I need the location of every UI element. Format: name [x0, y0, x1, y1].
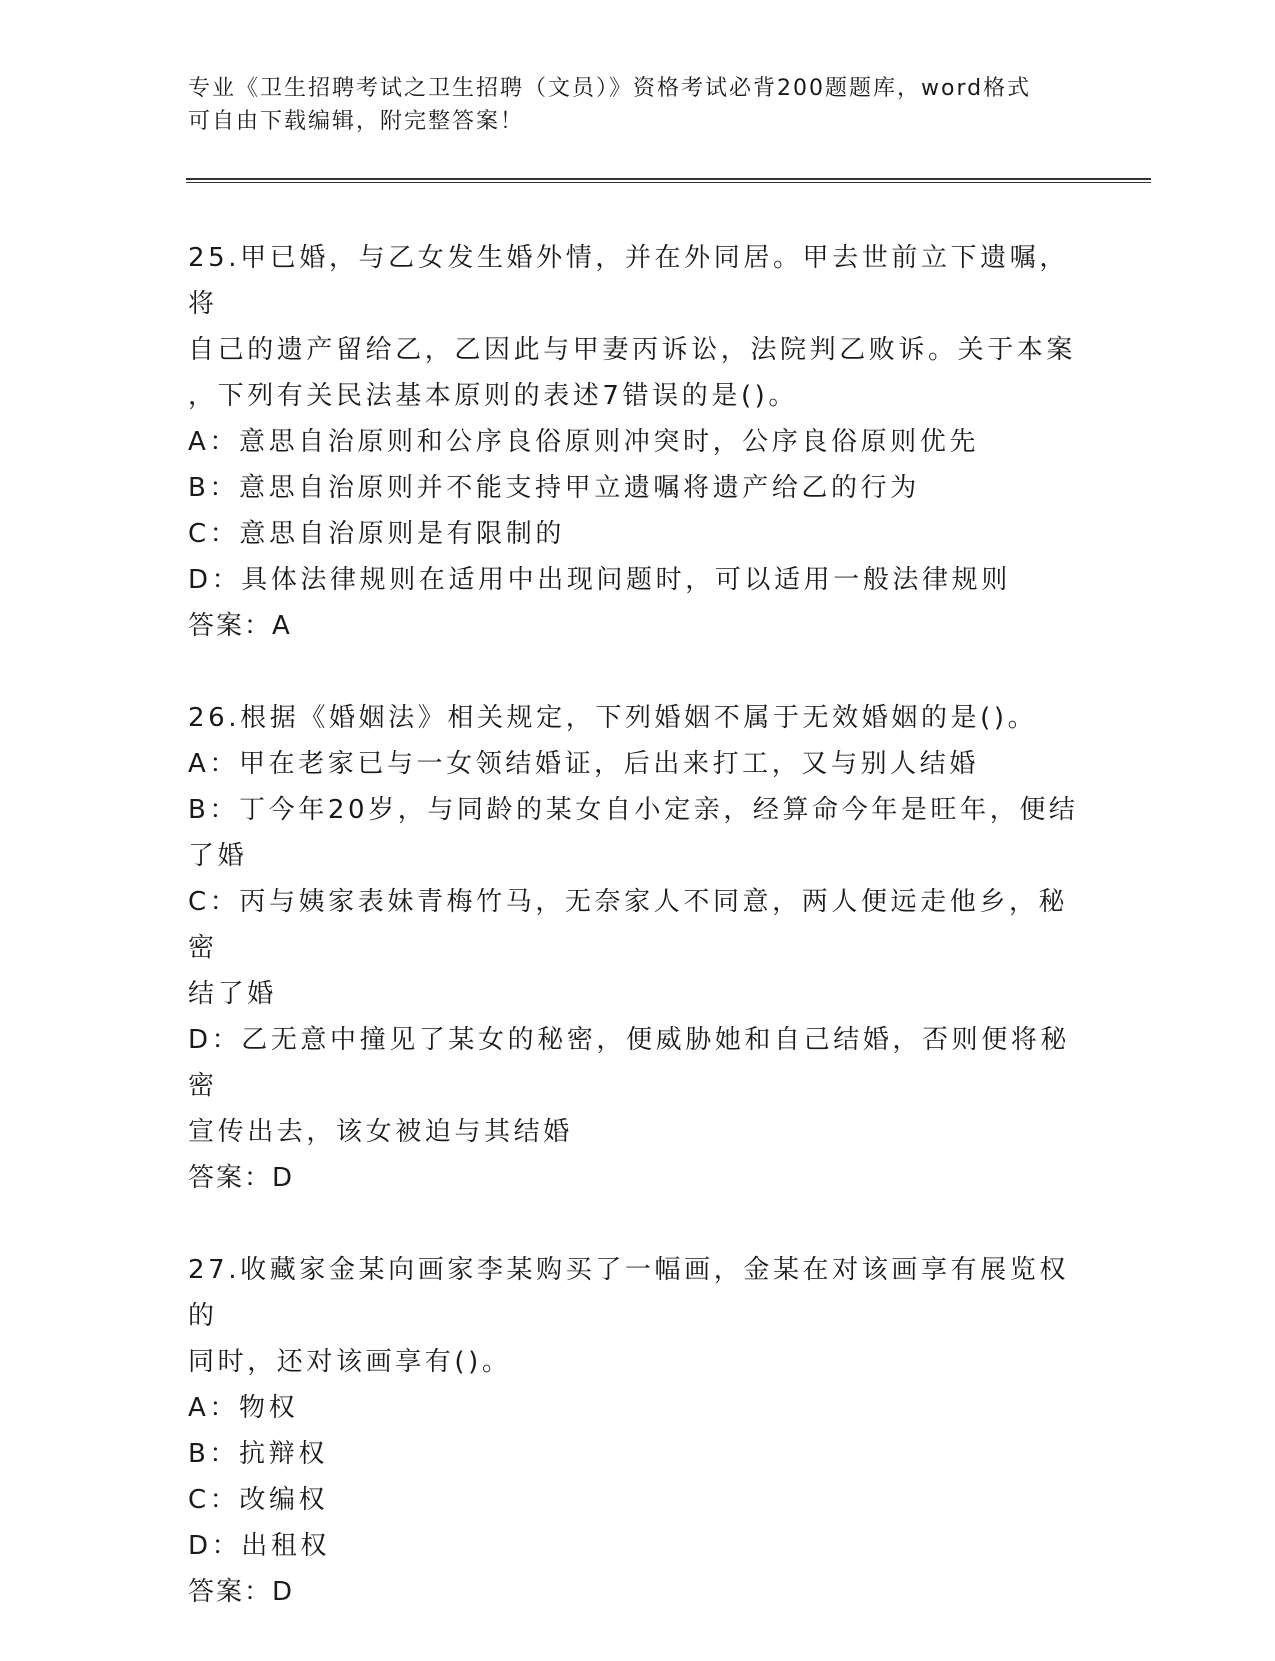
option-d: D：乙无意中撞见了某女的秘密，便威胁她和自己结婚，否则便将秘密 — [188, 1025, 1071, 1101]
answer-line: 答案：D — [188, 1577, 295, 1607]
question-stem-line: 同时，还对该画享有()。 — [188, 1347, 512, 1377]
question-25 — [188, 235, 1088, 649]
question-stem-line: ，下列有关民法基本原则的表述7错误的是()。 — [188, 381, 799, 411]
option-d-continued: 宣传出去，该女被迫与其结婚 — [188, 1117, 573, 1147]
answer-line: 答案：A — [188, 611, 292, 641]
question-stem-line: 27.收藏家金某向画家李某购买了一幅画，金某在对该画享有展览权的 — [188, 1255, 1069, 1331]
option-c: C：丙与姨家表妹青梅竹马，无奈家人不同意，两人便远走他乡，秘密 — [188, 887, 1069, 963]
question-stem-line: 自己的遗产留给乙，乙因此与甲妻丙诉讼，法院判乙败诉。关于本案 — [188, 335, 1077, 365]
option-a: A：意思自治原则和公序良俗原则冲突时，公序良俗原则优先 — [188, 427, 979, 457]
question-26 — [188, 695, 1088, 1201]
option-c-continued: 结了婚 — [188, 979, 277, 1009]
header-divider — [186, 178, 1151, 183]
option-d: D：出租权 — [188, 1531, 331, 1561]
question-list — [188, 235, 1088, 1661]
answer-line: 答案：D — [188, 1163, 295, 1193]
document-header — [188, 72, 1088, 138]
option-c: C：改编权 — [188, 1485, 329, 1515]
option-c: C：意思自治原则是有限制的 — [188, 519, 565, 549]
option-b-continued: 了婚 — [188, 841, 248, 871]
option-b: B：意思自治原则并不能支持甲立遗嘱将遗产给乙的行为 — [188, 473, 920, 503]
option-b: B：丁今年20岁，与同龄的某女自小定亲，经算命今年是旺年，便结 — [188, 795, 1079, 825]
question-stem-line: 25.甲已婚，与乙女发生婚外情，并在外同居。甲去世前立下遗嘱，将 — [188, 243, 1069, 319]
header-line: 专业《卫生招聘考试之卫生招聘（文员）》资格考试必背200题题库，word格式 — [188, 76, 1032, 101]
option-a: A：物权 — [188, 1393, 299, 1423]
option-b: B：抗辩权 — [188, 1439, 328, 1469]
option-a: A：甲在老家已与一女领结婚证，后出来打工，又与别人结婚 — [188, 749, 979, 779]
header-line: 可自由下载编辑，附完整答案！ — [188, 109, 525, 134]
option-d: D：具体法律规则在适用中出现问题时，可以适用一般法律规则 — [188, 565, 1011, 595]
question-stem-line: 26.根据《婚姻法》相关规定，下列婚姻不属于无效婚姻的是()。 — [188, 703, 1038, 733]
question-27 — [188, 1247, 1088, 1615]
